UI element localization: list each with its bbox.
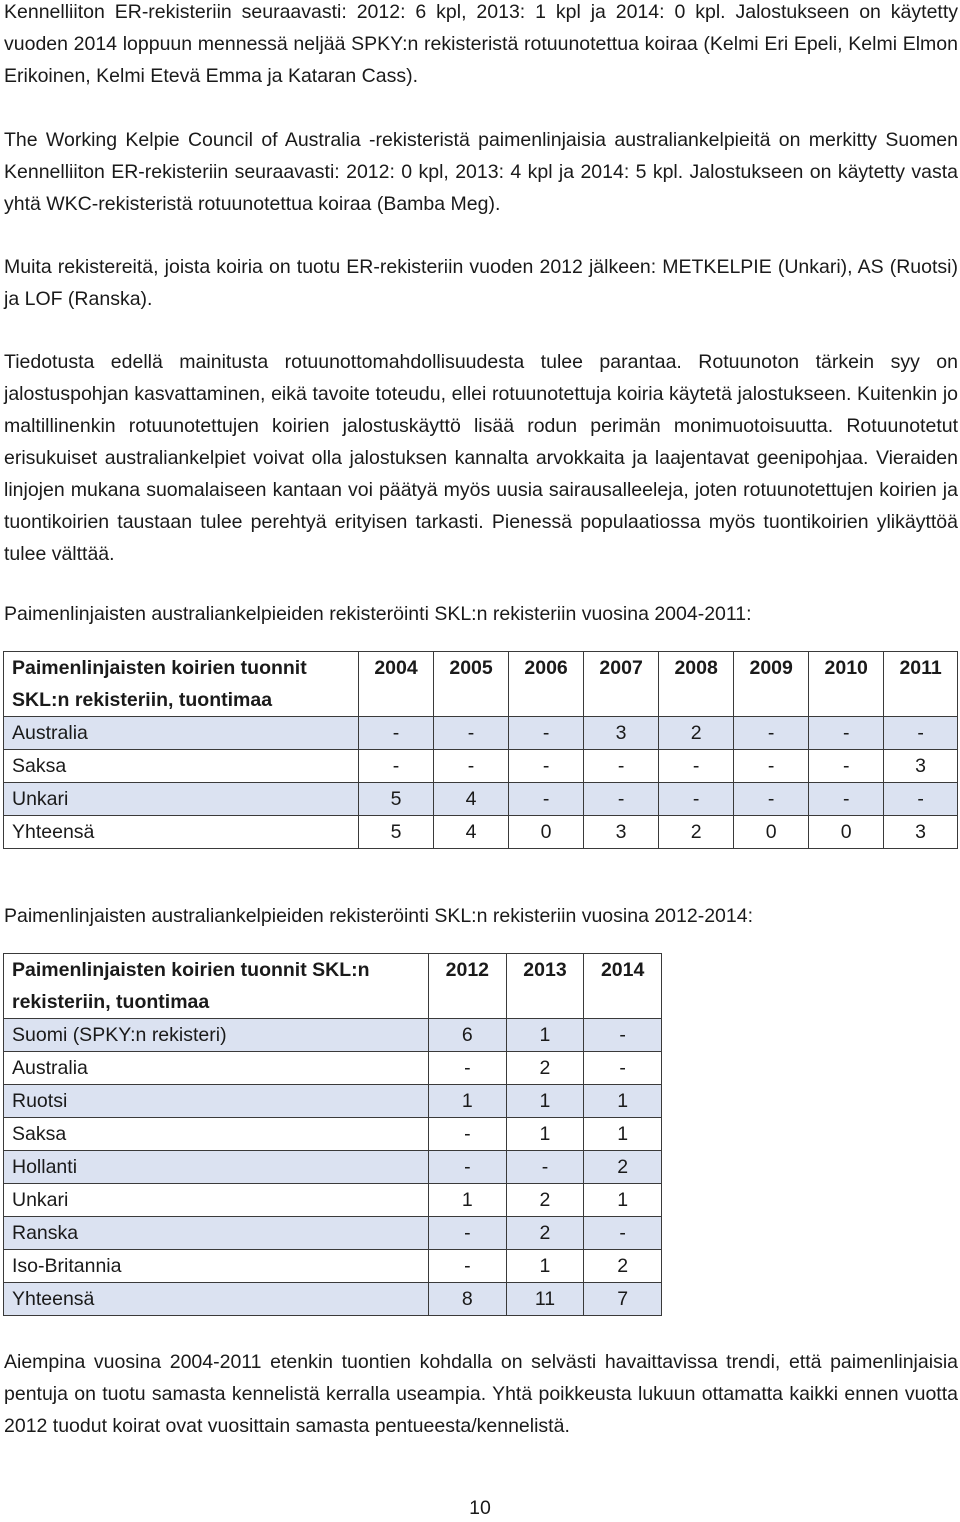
page-number: 10 xyxy=(469,1497,491,1519)
table-row xyxy=(4,717,958,750)
row-label: Unkari xyxy=(4,783,359,816)
row-label: Ruotsi xyxy=(4,1085,429,1118)
paragraph-intro: Kennelliiton ER-rekisteriin seuraavasti: 2012: 6 kpl, 2013: 1 kpl ja 2014: 0 kpl. Jalostukseen on käytetty vuoden 2014 loppuun mennessä neljää SPKY:n rekisteristä rotuunotettua koiraa (Kelmi Eri Epeli, Kelmi Elmon Erikoinen, Kelmi Etevä Emma ja Kataran Cass). xyxy=(4,1,958,87)
year-header: 2004 xyxy=(359,652,434,717)
table-row xyxy=(4,1118,662,1151)
cell: - xyxy=(429,1250,507,1283)
cell: - xyxy=(429,1052,507,1085)
cell: 3 xyxy=(584,717,659,750)
year-header: 2011 xyxy=(884,652,958,717)
row-label: Yhteensä xyxy=(4,816,359,849)
cell: 1 xyxy=(506,1118,584,1151)
table-row xyxy=(4,1217,662,1250)
row-label: Iso-Britannia xyxy=(4,1250,429,1283)
cell: - xyxy=(584,1019,662,1052)
table-row-total xyxy=(4,816,958,849)
cell: 4 xyxy=(434,816,509,849)
table-row xyxy=(4,783,958,816)
cell: 3 xyxy=(884,750,958,783)
cell: - xyxy=(809,750,884,783)
cell: 11 xyxy=(506,1283,584,1316)
year-header: 2006 xyxy=(509,652,584,717)
cell: - xyxy=(659,783,734,816)
cell: - xyxy=(506,1151,584,1184)
cell: 3 xyxy=(584,816,659,849)
cell: 2 xyxy=(584,1151,662,1184)
cell: - xyxy=(884,717,958,750)
cell: 5 xyxy=(359,816,434,849)
table-header-label: Paimenlinjaisten koirien tuonnit SKL:n rekisteriin, tuontimaa xyxy=(4,954,429,1019)
row-label: Saksa xyxy=(4,1118,429,1151)
cell: - xyxy=(584,783,659,816)
table-header-label: Paimenlinjaisten koirien tuonnit SKL:n rekisteriin, tuontimaa xyxy=(4,652,359,717)
cell: 1 xyxy=(584,1085,662,1118)
cell: 2 xyxy=(506,1217,584,1250)
cell: 1 xyxy=(584,1184,662,1217)
cell: 7 xyxy=(584,1283,662,1316)
year-header: 2009 xyxy=(734,652,809,717)
paragraph-information: Tiedotusta edellä mainitusta rotuunottomahdollisuudesta tulee parantaa. Rotuunoton tärkein syy on jalostuspohjan kasvattaminen, eikä tavoite toteudu, ellei rotuunotettuja koiria käytetä jalostukseen. Kuitenkin jo maltillinenkin rotuunotettujen koirien jalostuskäyttö lisää rodun perimän monimuotoisuutta. Rotuunotetut erisukuiset australiankelpiet voivat olla jalostuksen kannalta arvokkaita ja laajentavat geenipohjaa. Vieraiden linjojen mukana suomalaiseen kantaan voi päätyä myös uusia sairausalleeleja, joten rotuunotettujen koirien ja tuontikoirien taustaan tulee perehtyä erityisen tarkasti. Pienessä populaatiossa myös tuontikoirien ylikäyttöä tulee välttää. xyxy=(4,351,958,565)
year-header: 2012 xyxy=(429,954,507,1019)
cell: 5 xyxy=(359,783,434,816)
cell: - xyxy=(359,750,434,783)
table-row xyxy=(4,750,958,783)
cell: 0 xyxy=(809,816,884,849)
cell: 1 xyxy=(506,1085,584,1118)
cell: - xyxy=(359,717,434,750)
cell: - xyxy=(734,750,809,783)
cell: - xyxy=(584,1217,662,1250)
cell: - xyxy=(509,750,584,783)
table-header-row xyxy=(4,652,958,717)
cell: 8 xyxy=(429,1283,507,1316)
row-label: Saksa xyxy=(4,750,359,783)
paragraph-other-registries: Muita rekistereitä, joista koiria on tuotu ER-rekisteriin vuoden 2012 jälkeen: METKELPIE (Unkari), AS (Ruotsi) ja LOF (Ranska). xyxy=(4,256,958,310)
row-label: Yhteensä xyxy=(4,1283,429,1316)
registration-table-2012-2014 xyxy=(3,953,662,1316)
row-label: Hollanti xyxy=(4,1151,429,1184)
table-row xyxy=(4,1151,662,1184)
cell: - xyxy=(734,717,809,750)
cell: - xyxy=(584,750,659,783)
cell: - xyxy=(429,1151,507,1184)
cell: - xyxy=(809,783,884,816)
cell: 2 xyxy=(659,816,734,849)
row-label: Australia xyxy=(4,717,359,750)
registration-table-2004-2011 xyxy=(3,651,958,849)
cell: 3 xyxy=(884,816,958,849)
cell: 1 xyxy=(506,1019,584,1052)
year-header: 2005 xyxy=(434,652,509,717)
row-label: Unkari xyxy=(4,1184,429,1217)
cell: 0 xyxy=(734,816,809,849)
cell: - xyxy=(884,783,958,816)
year-header: 2014 xyxy=(584,954,662,1019)
row-label: Suomi (SPKY:n rekisteri) xyxy=(4,1019,429,1052)
table-header-row xyxy=(4,954,662,1019)
table-row xyxy=(4,1184,662,1217)
cell: 4 xyxy=(434,783,509,816)
cell: 2 xyxy=(506,1184,584,1217)
paragraph-trend: Aiempina vuosina 2004-2011 etenkin tuontien kohdalla on selvästi havaittavissa trendi, että paimenlinjaisia pentuja on tuotu samasta kennelistä kerralla useampia. Yhtä poikkeusta lukuun ottamatta kaikki ennen vuotta 2012 tuodut koirat ovat vuosittain samasta pentueesta/kennelistä. xyxy=(4,1351,958,1437)
cell: 1 xyxy=(506,1250,584,1283)
cell: - xyxy=(429,1118,507,1151)
cell: - xyxy=(584,1052,662,1085)
table-row xyxy=(4,1250,662,1283)
year-header: 2008 xyxy=(659,652,734,717)
row-label: Ranska xyxy=(4,1217,429,1250)
cell: 0 xyxy=(509,816,584,849)
cell: - xyxy=(429,1217,507,1250)
cell: 1 xyxy=(584,1118,662,1151)
table1-caption: Paimenlinjaisten australiankelpieiden rekisteröinti SKL:n rekisteriin vuosina 2004-2011: xyxy=(4,603,752,625)
cell: 2 xyxy=(584,1250,662,1283)
cell: 1 xyxy=(429,1085,507,1118)
cell: 2 xyxy=(659,717,734,750)
cell: - xyxy=(659,750,734,783)
table2-caption: Paimenlinjaisten australiankelpieiden rekisteröinti SKL:n rekisteriin vuosina 2012-2014: xyxy=(4,905,754,927)
cell: - xyxy=(434,717,509,750)
cell: 2 xyxy=(506,1052,584,1085)
cell: - xyxy=(734,783,809,816)
row-label: Australia xyxy=(4,1052,429,1085)
cell: 6 xyxy=(429,1019,507,1052)
cell: - xyxy=(434,750,509,783)
year-header: 2010 xyxy=(809,652,884,717)
table-row xyxy=(4,1019,662,1052)
paragraph-wkc: The Working Kelpie Council of Australia -rekisteristä paimenlinjaisia australiankelpieitä on merkitty Suomen Kennelliiton ER-rekisteriin seuraavasti: 2012: 0 kpl, 2013: 4 kpl ja 2014: 5 kpl. Jalostukseen on käytetty vasta yhtä WKC-rekisteristä rotuunotettua koiraa (Bamba Meg). xyxy=(4,129,958,215)
table-row xyxy=(4,1052,662,1085)
table-row-total xyxy=(4,1283,662,1316)
cell: - xyxy=(509,783,584,816)
table-row xyxy=(4,1085,662,1118)
cell: - xyxy=(809,717,884,750)
year-header: 2013 xyxy=(506,954,584,1019)
cell: - xyxy=(509,717,584,750)
cell: 1 xyxy=(429,1184,507,1217)
year-header: 2007 xyxy=(584,652,659,717)
